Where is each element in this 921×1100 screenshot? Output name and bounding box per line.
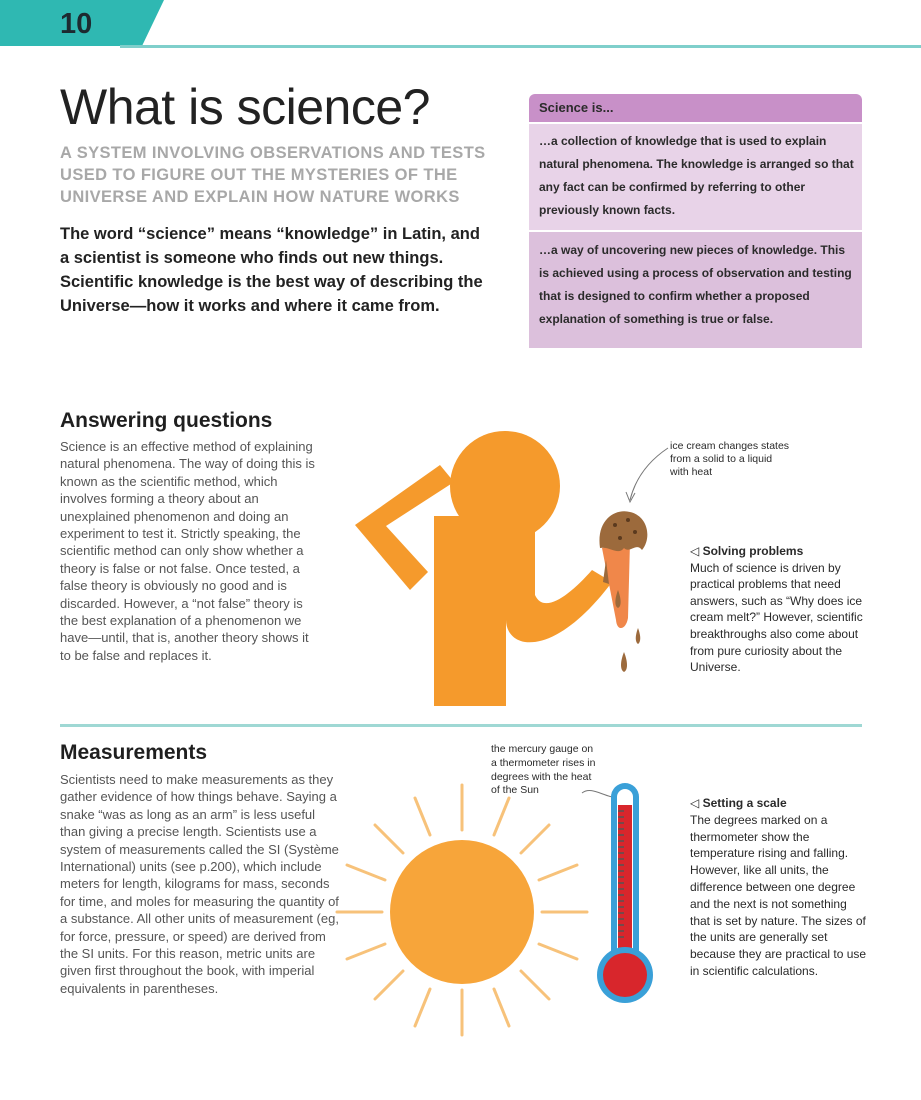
section-body-answering-questions: Science is an effective method of explaining natural phenomena. The way of doing this is known as the scientific method, which involves forming a theory about an unexplained phenomenon and doing an experiment to test it. Strictly speaking, the scientific method can only show whether a theory is false or not false. Once tested, a false theory is obviously no good and is discarded. However, a “not false” theory is the best explanation of a phenomenon we have—until, that is, another theory shows it to be false and replaces it. xyxy=(60,439,315,663)
sun-disc xyxy=(390,840,534,984)
ice-cream-drip xyxy=(636,628,641,644)
section-body-measurements: Scientists need to make measurements as they gather evidence of how things behave. Saying a snake “was as long as an arm” is less useful than giving a precise length. Scientists use a system of measurements called the SI (Système International) units (see p.200), which include meters for length, kilograms for mass, seconds for time, and moles for measuring the quantity of a substance. All other units of measurement (eg, for force, pressure, or speed) are derived from the SI units. For this reason, metric units are given first throughout the book, with imperial equivalents in parentheses. xyxy=(60,772,339,996)
ice-cream-drip xyxy=(621,652,627,672)
intro-paragraph: The word “science” means “knowledge” in Latin, and a scientist is someone who finds out new things. Scientific knowledge is the best way of describing the Universe—how it works and where it came from. xyxy=(60,225,483,315)
caption-setting-a-scale xyxy=(690,795,870,980)
person-ice-cream-illustration xyxy=(330,420,670,720)
subtitle: A SYSTEM INVOLVING OBSERVATIONS AND TESTS USED TO FIGURE OUT THE MYSTERIES OF THE UNIVERSE AND EXPLAIN HOW NATURE WORKS xyxy=(60,144,486,206)
annotation-leader-line xyxy=(630,448,668,500)
caption-title: Setting a scale xyxy=(702,796,787,810)
page-title: What is science? xyxy=(60,79,430,135)
ice-cream-annotation: ice cream changes states from a solid to a liquid with heat xyxy=(670,440,790,479)
caption-title: Solving problems xyxy=(702,544,804,558)
person-body xyxy=(434,516,506,706)
thermometer-illustration xyxy=(580,775,680,1010)
caption-marker-icon: ◁ xyxy=(690,796,700,810)
science-is-box xyxy=(529,94,862,350)
section-divider xyxy=(60,724,862,727)
header-rule xyxy=(120,45,921,48)
caption-marker-icon: ◁ xyxy=(690,544,700,558)
thermometer-bulb xyxy=(603,953,647,997)
sun-illustration xyxy=(335,780,590,1040)
caption-body: Much of science is driven by practical problems that need answers, such as “Why does ice cream melt?” However, scientific breakthroughs also come about from pure curiosity about the Universe. xyxy=(690,560,863,675)
page-number: 10 xyxy=(60,8,93,40)
science-panel-text: …a way of uncovering new pieces of knowledge. This is achieved using a process of observation and testing that is designed to confirm whether a proposed explanation of something is true or false. xyxy=(539,243,852,326)
science-panel-knowledge xyxy=(529,124,862,231)
thermometer-annotation: the mercury gauge on a thermometer rises in degrees with the heat of the Sun xyxy=(491,743,596,797)
science-box-header xyxy=(529,94,862,122)
section-title-measurements: Measurements xyxy=(60,741,208,764)
ice-cream-scoop xyxy=(599,511,647,551)
science-panel-text: …a collection of knowledge that is used to explain natural phenomena. The knowledge is arranged so that any fact can be confirmed by referring to other previously known facts. xyxy=(539,134,854,217)
science-panel-method xyxy=(529,232,862,349)
science-box-heading: Science is... xyxy=(539,100,614,115)
person-arm-holding-cone xyxy=(506,525,612,642)
section-title-answering-questions: Answering questions xyxy=(60,409,273,432)
caption-body: The degrees marked on a thermometer show the temperature rising and falling. However, like all units, the difference between one degree and the next is not something that is set by nature. The sizes of the units are generally set because they are practical to use in scientific calculations. xyxy=(690,812,867,978)
caption-solving-problems xyxy=(690,543,870,676)
